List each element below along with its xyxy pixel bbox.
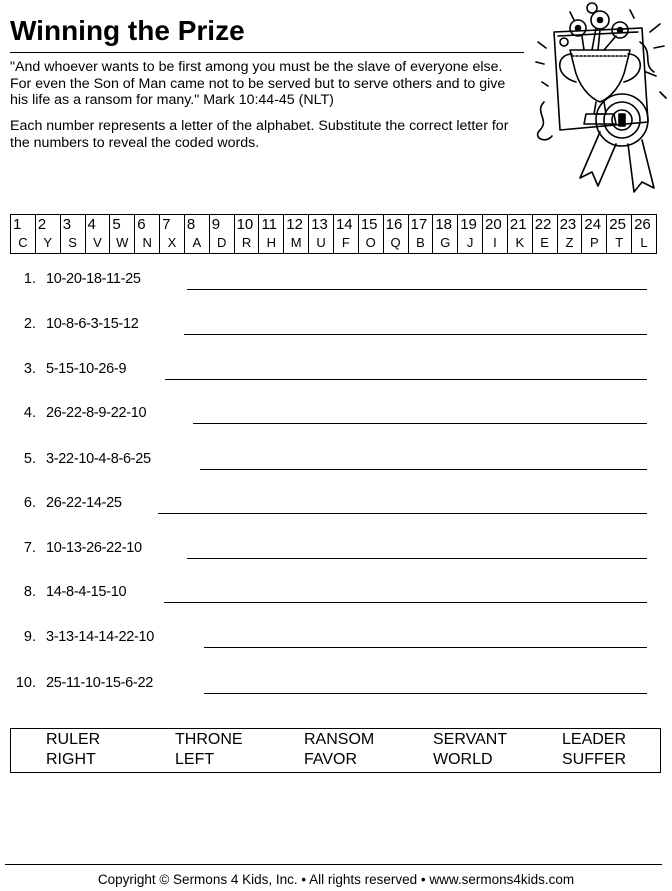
word-bank-word: WORLD [433, 751, 493, 768]
key-number: 25 [609, 216, 626, 233]
puzzle-number: 3. [23, 361, 36, 377]
key-letter: Q [390, 235, 401, 250]
key-letter: C [18, 235, 28, 250]
key-number: 12 [286, 216, 303, 233]
key-letter: B [416, 235, 425, 250]
answer-line[interactable] [158, 513, 647, 514]
key-letter: I [493, 235, 497, 250]
trophy-clipart-icon [530, 2, 672, 196]
key-letter: D [216, 235, 227, 250]
key-number: 8 [186, 216, 196, 233]
key-letter: R [241, 235, 252, 250]
key-number: 23 [559, 216, 577, 233]
key-cell [483, 215, 508, 253]
puzzle-number: 4. [23, 405, 36, 421]
key-cell [508, 215, 533, 253]
puzzle-number: 2. [23, 316, 36, 332]
key-cell [36, 215, 61, 253]
copyright-footer: Copyright © Sermons 4 Kids, Inc. • All rights reserved • www.sermons4kids.com [97, 872, 575, 887]
puzzle-number: 1. [23, 271, 36, 287]
key-number: 10 [236, 216, 254, 233]
word-bank-word: LEADER [562, 731, 627, 748]
puzzle-code: 26-22-8-9-22-10 [46, 405, 147, 421]
key-number: 26 [634, 216, 651, 233]
word-bank-word: THRONE [175, 731, 243, 748]
puzzle-row [0, 539, 672, 569]
key-letter: K [515, 235, 525, 250]
answer-line[interactable] [187, 558, 647, 559]
key-cell [135, 215, 160, 253]
key-number: 3 [62, 216, 72, 233]
key-number: 18 [435, 216, 453, 233]
key-cell [409, 215, 434, 253]
key-number: 14 [335, 216, 353, 233]
key-letter: V [93, 235, 102, 250]
key-number: 15 [360, 216, 378, 233]
puzzle-code: 10-13-26-22-10 [46, 540, 142, 556]
key-cell [86, 215, 111, 253]
key-letter: M [290, 235, 302, 250]
puzzle-number: 10. [15, 675, 36, 691]
word-bank-word: RANSOM [304, 731, 375, 748]
key-letter: Z [565, 235, 574, 250]
puzzle-code: 3-13-14-14-22-10 [46, 629, 155, 645]
word-bank-word: SERVANT [433, 731, 508, 748]
key-letter: A [192, 235, 202, 250]
key-cell [11, 215, 36, 253]
answer-line[interactable] [184, 334, 647, 335]
key-letter: W [116, 235, 129, 250]
puzzle-number: 7. [23, 540, 36, 556]
answer-line[interactable] [200, 469, 647, 470]
answer-line[interactable] [204, 647, 647, 648]
key-letter: E [540, 235, 549, 250]
key-letter: N [142, 235, 152, 250]
key-letter: U [316, 235, 326, 250]
key-letter: O [365, 235, 376, 250]
key-cell [384, 215, 409, 253]
key-letter: J [466, 235, 474, 250]
key-letter: S [68, 235, 77, 250]
key-number: 20 [485, 216, 502, 233]
key-cell [160, 215, 185, 253]
key-number: 6 [137, 216, 146, 233]
key-cell [334, 215, 359, 253]
word-bank [10, 728, 661, 773]
key-number: 16 [385, 216, 403, 233]
answer-line[interactable] [187, 289, 647, 290]
answer-line[interactable] [164, 602, 647, 603]
key-number: 21 [509, 216, 527, 233]
key-cell [582, 215, 607, 253]
key-number: 4 [87, 216, 96, 233]
key-cell [359, 215, 384, 253]
key-cell [110, 215, 135, 253]
key-number: 5 [112, 216, 121, 233]
puzzle-code: 10-20-18-11-25 [46, 271, 141, 287]
key-number: 7 [162, 216, 171, 233]
key-cell [61, 215, 86, 253]
key-letter: X [167, 235, 177, 250]
puzzle-number: 5. [23, 451, 36, 467]
key-cell [632, 215, 656, 253]
puzzle-code: 14-8-4-15-10 [46, 584, 127, 600]
puzzle-row [0, 360, 672, 390]
answer-line[interactable] [204, 693, 647, 694]
puzzle-row [0, 315, 672, 345]
puzzle-row [0, 450, 672, 480]
title-divider [10, 52, 524, 53]
key-cell [235, 215, 260, 253]
key-cell [607, 215, 632, 253]
puzzle-code: 25-11-10-15-6-22 [46, 675, 153, 691]
puzzle-row [0, 674, 672, 704]
puzzle-row [0, 628, 672, 658]
key-letter: G [440, 235, 451, 250]
key-letter: T [615, 235, 624, 250]
puzzle-number: 9. [23, 629, 36, 645]
key-number: 9 [211, 216, 221, 233]
key-cell [309, 215, 334, 253]
page-title: Winning the Prize [10, 15, 245, 46]
key-number: 19 [460, 216, 477, 233]
word-bank-word: RIGHT [46, 751, 96, 768]
scripture-quote: "And whoever wants to be first among you must be the slave of everyone else. For even the Son of Man came not to be served but to serve others and to give his life as a ransom for many." Mark 10:44-45 (NLT) [10, 59, 506, 108]
puzzle-code: 10-8-6-3-15-12 [46, 316, 139, 332]
key-number: 2 [37, 216, 47, 233]
puzzle-code: 5-15-10-26-9 [46, 361, 127, 377]
footer-divider [5, 864, 662, 865]
puzzle-row [0, 404, 672, 434]
key-letter: P [589, 235, 599, 250]
puzzle-number: 6. [23, 495, 36, 511]
answer-line[interactable] [165, 379, 647, 380]
key-letter: F [341, 235, 350, 250]
key-cell [185, 215, 210, 253]
key-cell [259, 215, 284, 253]
key-cell [558, 215, 583, 253]
puzzle-row [0, 583, 672, 613]
key-cell [284, 215, 309, 253]
key-cell [433, 215, 458, 253]
puzzle-row [0, 270, 672, 300]
word-bank-word: FAVOR [304, 751, 358, 768]
key-number: 13 [311, 216, 328, 233]
answer-line[interactable] [193, 423, 647, 424]
key-cell [210, 215, 235, 253]
puzzle-number: 8. [23, 584, 36, 600]
cipher-key-grid [10, 214, 657, 254]
puzzle-code: 26-22-14-25 [46, 495, 122, 511]
word-bank-word: SUFFER [562, 751, 626, 768]
word-bank-word: LEFT [175, 751, 215, 768]
instructions: Each number represents a letter of the alphabet. Substitute the correct letter for the numbers to reveal the coded words. [10, 118, 509, 151]
key-letter: Y [43, 235, 53, 250]
key-number: 22 [534, 216, 552, 233]
key-cell [458, 215, 483, 253]
puzzle-row [0, 494, 672, 524]
key-number: 1 [13, 216, 22, 233]
word-bank-word: RULER [46, 731, 101, 748]
key-number: 24 [584, 216, 602, 233]
puzzle-code: 3-22-10-4-8-6-25 [46, 451, 151, 467]
key-letter: H [266, 235, 277, 250]
key-number: 11 [261, 216, 278, 233]
key-number: 17 [410, 216, 428, 233]
key-letter: L [640, 235, 648, 250]
key-cell [533, 215, 558, 253]
